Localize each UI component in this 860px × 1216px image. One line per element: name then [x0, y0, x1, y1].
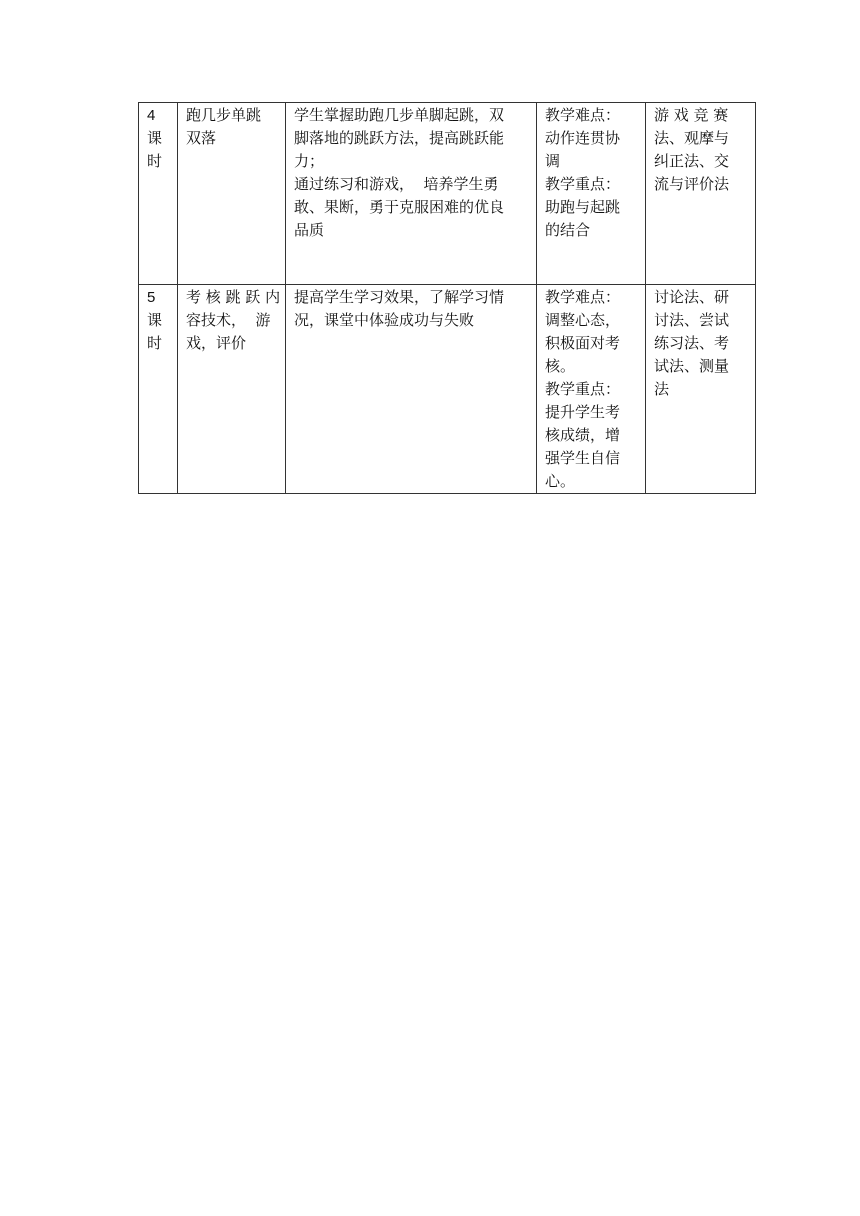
key-line: 强学生自信 — [545, 449, 621, 467]
method-line: 法 — [654, 380, 670, 398]
goal-line: 提高学生学习效果，了解学习情 — [294, 288, 505, 306]
method-line: 法、观摩与 — [654, 129, 730, 147]
key-line: 调整心态， — [545, 311, 621, 329]
table-row — [139, 103, 756, 285]
goal-line: 通过练习和游戏， 培养学生勇 — [294, 175, 499, 193]
goal-line: 敢、果断，勇于克服困难的优良 — [294, 198, 505, 216]
method-line: 练习法、考 — [654, 334, 730, 352]
goal-line: 力； — [294, 152, 325, 170]
key-line: 核。 — [545, 357, 576, 375]
unit-char: 课 — [147, 130, 163, 147]
key-points-cell — [537, 285, 646, 494]
method-cell — [646, 103, 756, 285]
method-line: 游 戏 竞 赛 — [654, 106, 729, 124]
key-line: 核成绩，增 — [545, 426, 621, 444]
goal-cell — [286, 285, 537, 494]
content-line: 双落 — [186, 129, 217, 147]
key-line: 教学重点： — [545, 175, 621, 193]
method-line: 讨论法、研 — [654, 288, 730, 306]
method-cell — [646, 285, 756, 494]
method-line: 纠正法、交 — [654, 152, 730, 170]
key-line: 动作连贯协 — [545, 129, 621, 147]
key-line: 助跑与起跳 — [545, 198, 621, 216]
goal-line: 学生掌握助跑几步单脚起跳，双 — [294, 106, 505, 124]
key-points-cell — [537, 103, 646, 285]
content-line: 容技术， 游 — [186, 311, 271, 329]
key-line: 提升学生考 — [545, 403, 621, 421]
content-line: 戏，评价 — [186, 334, 247, 352]
key-line: 心。 — [545, 472, 576, 490]
lesson-number: 4 — [147, 107, 156, 124]
lesson-plan-table — [138, 102, 756, 494]
unit-char: 时 — [147, 335, 163, 352]
unit-char: 时 — [147, 153, 163, 170]
method-line: 讨法、尝试 — [654, 311, 730, 329]
method-line: 流与评价法 — [654, 175, 730, 193]
key-line: 调 — [545, 152, 561, 170]
key-line: 教学重点： — [545, 380, 621, 398]
key-line: 教学难点： — [545, 288, 621, 306]
lesson-number-cell — [139, 285, 178, 494]
lesson-number: 5 — [147, 289, 156, 306]
goal-line: 品质 — [294, 221, 325, 239]
content-cell — [178, 285, 286, 494]
key-line: 积极面对考 — [545, 334, 621, 352]
table-row — [139, 285, 756, 494]
method-line: 试法、测量 — [654, 357, 730, 375]
unit-char: 课 — [147, 312, 163, 329]
key-line: 教学难点： — [545, 106, 621, 124]
goal-line: 况，课堂中体验成功与失败 — [294, 311, 475, 329]
key-line: 的结合 — [545, 221, 591, 239]
content-cell — [178, 103, 286, 285]
lesson-number-cell — [139, 103, 178, 285]
content-line: 考 核 跳 跃 内 — [186, 288, 281, 306]
goal-cell — [286, 103, 537, 285]
content-line: 跑几步单跳 — [186, 106, 262, 124]
goal-line: 脚落地的跳跃方法，提高跳跃能 — [294, 129, 505, 147]
